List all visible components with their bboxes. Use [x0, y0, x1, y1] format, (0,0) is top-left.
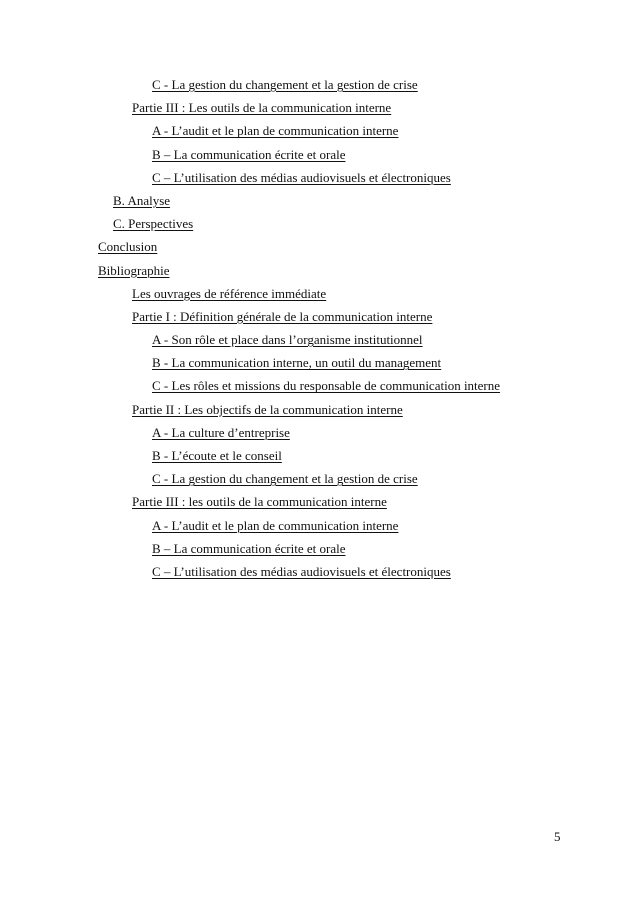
toc-entry	[0, 143, 638, 166]
toc-entry	[0, 537, 638, 560]
toc-link[interactable]: Partie III : Les outils de la communication interne	[132, 100, 392, 116]
toc-link[interactable]: A - Son rôle et place dans l’organisme institutionnel	[152, 332, 423, 348]
toc-link[interactable]: Partie I : Définition générale de la communication interne	[132, 308, 433, 324]
toc-link[interactable]: C – L’utilisation des médias audiovisuels et électroniques	[152, 169, 451, 185]
toc-entry	[0, 212, 638, 235]
toc-entry	[0, 514, 638, 537]
toc-link[interactable]: B. Analyse	[113, 192, 171, 208]
toc-entry	[0, 351, 638, 374]
toc-entry	[0, 374, 638, 397]
toc-link[interactable]: C – L’utilisation des médias audiovisuels et électroniques	[152, 563, 451, 579]
toc-link[interactable]: Bibliographie	[98, 262, 170, 278]
toc-link[interactable]: Conclusion	[98, 239, 158, 255]
toc-link[interactable]: B – La communication écrite et orale	[152, 540, 346, 556]
toc-link[interactable]: A - L’audit et le plan de communication interne	[152, 517, 399, 533]
toc-entry	[0, 398, 638, 421]
toc-link[interactable]: Les ouvrages de référence immédiate	[132, 285, 327, 301]
toc-link[interactable]: A - La culture d’entreprise	[152, 424, 290, 440]
toc-link[interactable]: C - La gestion du changement et la gestion de crise	[152, 471, 418, 487]
table-of-contents	[0, 73, 638, 583]
toc-entry	[0, 328, 638, 351]
toc-entry	[0, 119, 638, 142]
toc-entry	[0, 490, 638, 513]
toc-entry	[0, 282, 638, 305]
toc-link[interactable]: B - L’écoute et le conseil	[152, 448, 282, 463]
toc-entry	[0, 444, 638, 467]
toc-entry	[0, 96, 638, 119]
toc-entry	[0, 305, 638, 328]
toc-link[interactable]: C - La gestion du changement et la gestion de crise	[152, 77, 418, 92]
toc-link[interactable]: C - Les rôles et missions du responsable de communication interne	[152, 378, 501, 394]
toc-link[interactable]: C. Perspectives	[113, 216, 194, 232]
toc-entry	[0, 189, 638, 212]
toc-link[interactable]: B – La communication écrite et orale	[152, 146, 346, 162]
page-number: 5	[554, 829, 561, 844]
toc-link[interactable]: Partie II : Les objectifs de la communication interne	[132, 401, 403, 417]
toc-entry	[0, 73, 638, 96]
toc-link[interactable]: A - L’audit et le plan de communication interne	[152, 123, 399, 139]
toc-entry	[0, 259, 638, 282]
toc-entry	[0, 421, 638, 444]
toc-entry	[0, 560, 638, 583]
toc-link[interactable]: B - La communication interne, un outil du management	[152, 355, 442, 371]
toc-link[interactable]: Partie III : les outils de la communication interne	[132, 494, 387, 510]
toc-entry	[0, 467, 638, 490]
toc-entry	[0, 235, 638, 258]
toc-entry	[0, 166, 638, 189]
